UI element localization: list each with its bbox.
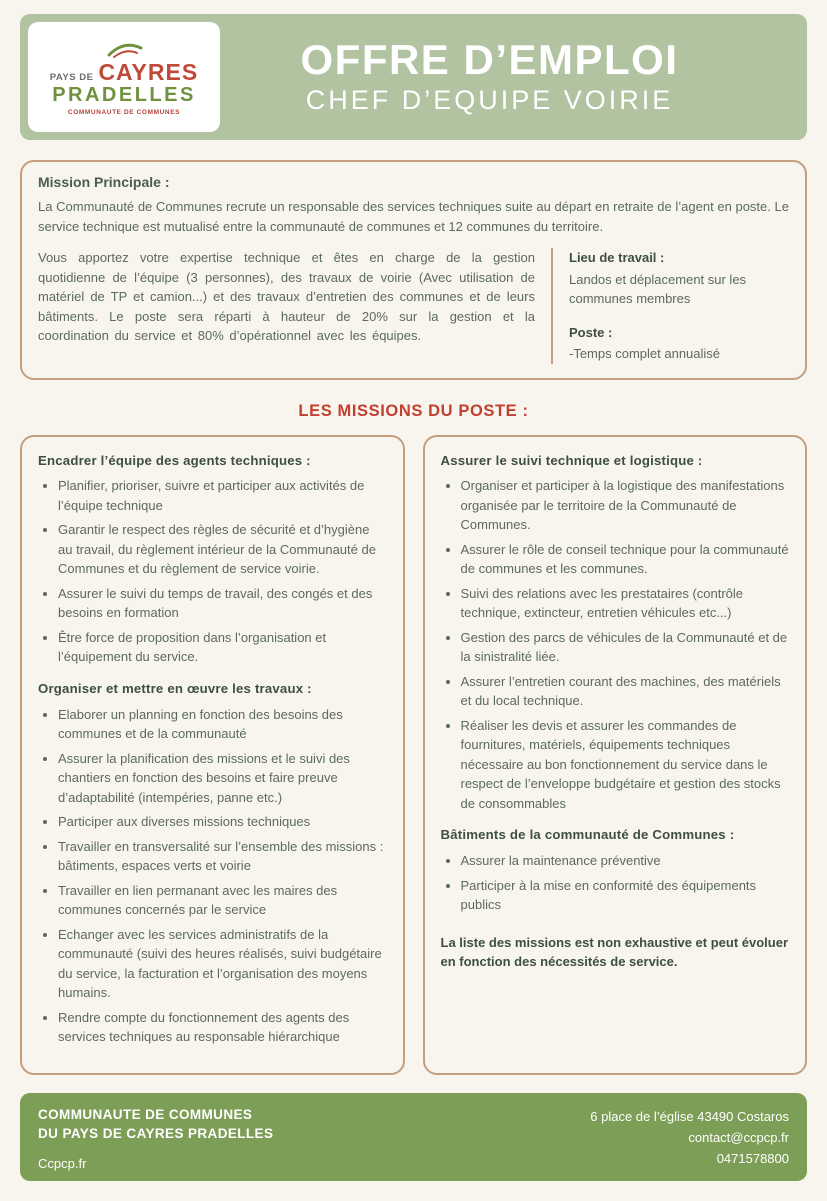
mission-label: Mission Principale :: [38, 174, 170, 190]
mission-side-panel: [551, 248, 789, 364]
poste-text: -Temps complet annualisé: [569, 346, 721, 361]
mission-principale-box: [20, 160, 807, 380]
bullet-item: • Travailler en lien permanant avec les maires des communes concernés par le service: [58, 881, 387, 920]
footer-org-block: [38, 1105, 273, 1171]
section-title-suivi-technique: Assurer le suivi technique et logistique :: [440, 452, 703, 468]
bullet-item: • Travailler en transversalité sur l’ensemble des missions : bâtiments, espaces verts et voirie: [58, 837, 387, 876]
footer-org-line2: DU PAYS DE CAYRES PRADELLES: [38, 1126, 274, 1142]
logo-name-cayres: CAYRES: [98, 58, 199, 85]
bullet-item: • Participer aux diverses missions techniques: [58, 812, 387, 832]
header-banner: [20, 14, 807, 140]
mission-intro-paragraph: La Communauté de Communes recrute un responsable des services techniques suite au départ en retraite de l’agent en poste. Le service technique est mutualisé entre la communauté de communes et 12 communes du territoire.: [38, 199, 789, 234]
bullet-item: • Elaborer un planning en fonction des besoins des communes et de la communauté: [58, 705, 387, 744]
section-title-batiments: Bâtiments de la communauté de Communes :: [440, 827, 735, 843]
section-title-organiser: Organiser et mettre en œuvre les travaux :: [38, 680, 312, 696]
bullet-list-batiments: [441, 851, 790, 915]
footer-website: Ccpcp.fr: [38, 1155, 87, 1171]
footer-bar: [20, 1093, 807, 1181]
bullet-list-suivi-technique: [441, 476, 790, 813]
missions-columns: [20, 435, 807, 1075]
bullet-item: • Participer à la mise en conformité des équipements publics: [461, 876, 790, 915]
bullet-item: • Suivi des relations avec les prestataires (contrôle technique, extincteur, entretien véhicules etc...): [461, 584, 790, 623]
mission-detail-row: [38, 248, 789, 364]
missions-heading: LES MISSIONS DU POSTE :: [298, 401, 529, 420]
bullet-list-organiser: [38, 705, 387, 1047]
bullet-item: • Echanger avec les services administratifs de la communauté (suivi des heures réalisés, suivi budgétaire du service, la facturation et l’organisation des moyens humains.: [58, 925, 387, 1003]
footer-org-line1: COMMUNAUTE DE COMMUNES: [38, 1106, 253, 1122]
logo-name-line: [49, 58, 199, 85]
bullet-item: • Organiser et participer à la logistique des manifestations organisée par le territoire de la Communauté de Communes.: [461, 476, 790, 535]
header-titles: [228, 14, 807, 140]
logo: [28, 22, 220, 132]
bullet-item: • Assurer la planification des missions et le suivi des chantiers en fonction des besoins et faire preuve d’adaptabilité (intempéries, panne etc.): [58, 749, 387, 808]
bullet-item: • Assurer le rôle de conseil technique pour la communauté de communes et les communes.: [461, 540, 790, 579]
footer-phone: 0471578800: [716, 1151, 789, 1167]
footer-address: 6 place de l’église 43490 Costaros: [590, 1108, 789, 1124]
page-subtitle: CHEF D’EQUIPE VOIRIE: [305, 85, 674, 116]
bullet-list-encadrer: [38, 476, 387, 667]
bullet-item: • Gestion des parcs de véhicules de la Communauté et de la sinistralité liée.: [461, 628, 790, 667]
logo-name-pradelles: PRADELLES: [52, 83, 196, 106]
footer-email: contact@ccpcp.fr: [688, 1129, 789, 1145]
missions-note: La liste des missions est non exhaustive et peut évoluer en fonction des nécessités de service.: [440, 934, 789, 970]
location-text: Landos et déplacement sur les communes membres: [569, 271, 747, 306]
logo-swoosh-icon: [101, 39, 147, 59]
bullet-item: • Assurer la maintenance préventive: [461, 851, 790, 871]
logo-prefix: PAYS DE: [49, 71, 94, 83]
bullet-item: • Planifier, prioriser, suivre et participer aux activités de l’équipe technique: [58, 476, 387, 515]
page-title: OFFRE D’EMPLOI: [300, 35, 679, 83]
bullet-item: • Assurer le suivi du temps de travail, des congés et des besoins en formation: [58, 584, 387, 623]
right-missions-box: [423, 435, 808, 1075]
bullet-item: • Assurer l’entretien courant des machines, des matériels et du local technique.: [461, 672, 790, 711]
left-missions-box: [20, 435, 405, 1075]
bullet-item: • Réaliser les devis et assurer les commandes de fournitures, matériels, équipements techniques nécessaire au bon fonctionnement du service dans le respect de l’enveloppe budgétaire et gestion des stocks de consommables: [461, 716, 790, 814]
poste-label: Poste :: [569, 324, 613, 340]
logo-tagline: COMMUNAUTE DE COMMUNES: [67, 108, 181, 116]
mission-detail-paragraph: Vous apportez votre expertise technique et êtes en charge de la gestion quotidienne de l’équipe (3 personnes), des travaux de voirie (Avec utilisation de matériel de TP et camion...) et des travaux d’entretien des communes et de leurs bâtiments. Le poste sera réparti à hauteur de 20% sur la gestion et la coordination du service et 80% d’opérationnel avec les équipes.: [38, 250, 535, 343]
footer-contact-block: [590, 1105, 789, 1171]
bullet-item: • Rendre compte du fonctionnement des agents des services techniques au responsable hiérarchique: [58, 1008, 387, 1047]
bullet-item: • Être force de proposition dans l’organisation et l’équipement du service.: [58, 628, 387, 667]
location-label: Lieu de travail :: [569, 250, 665, 265]
bullet-item: • Garantir le respect des règles de sécurité et d’hygiène au travail, du règlement intérieur de la Communauté de Communes et du règlement de service voirie.: [58, 520, 387, 579]
section-title-encadrer: Encadrer l’équipe des agents techniques :: [38, 452, 311, 468]
